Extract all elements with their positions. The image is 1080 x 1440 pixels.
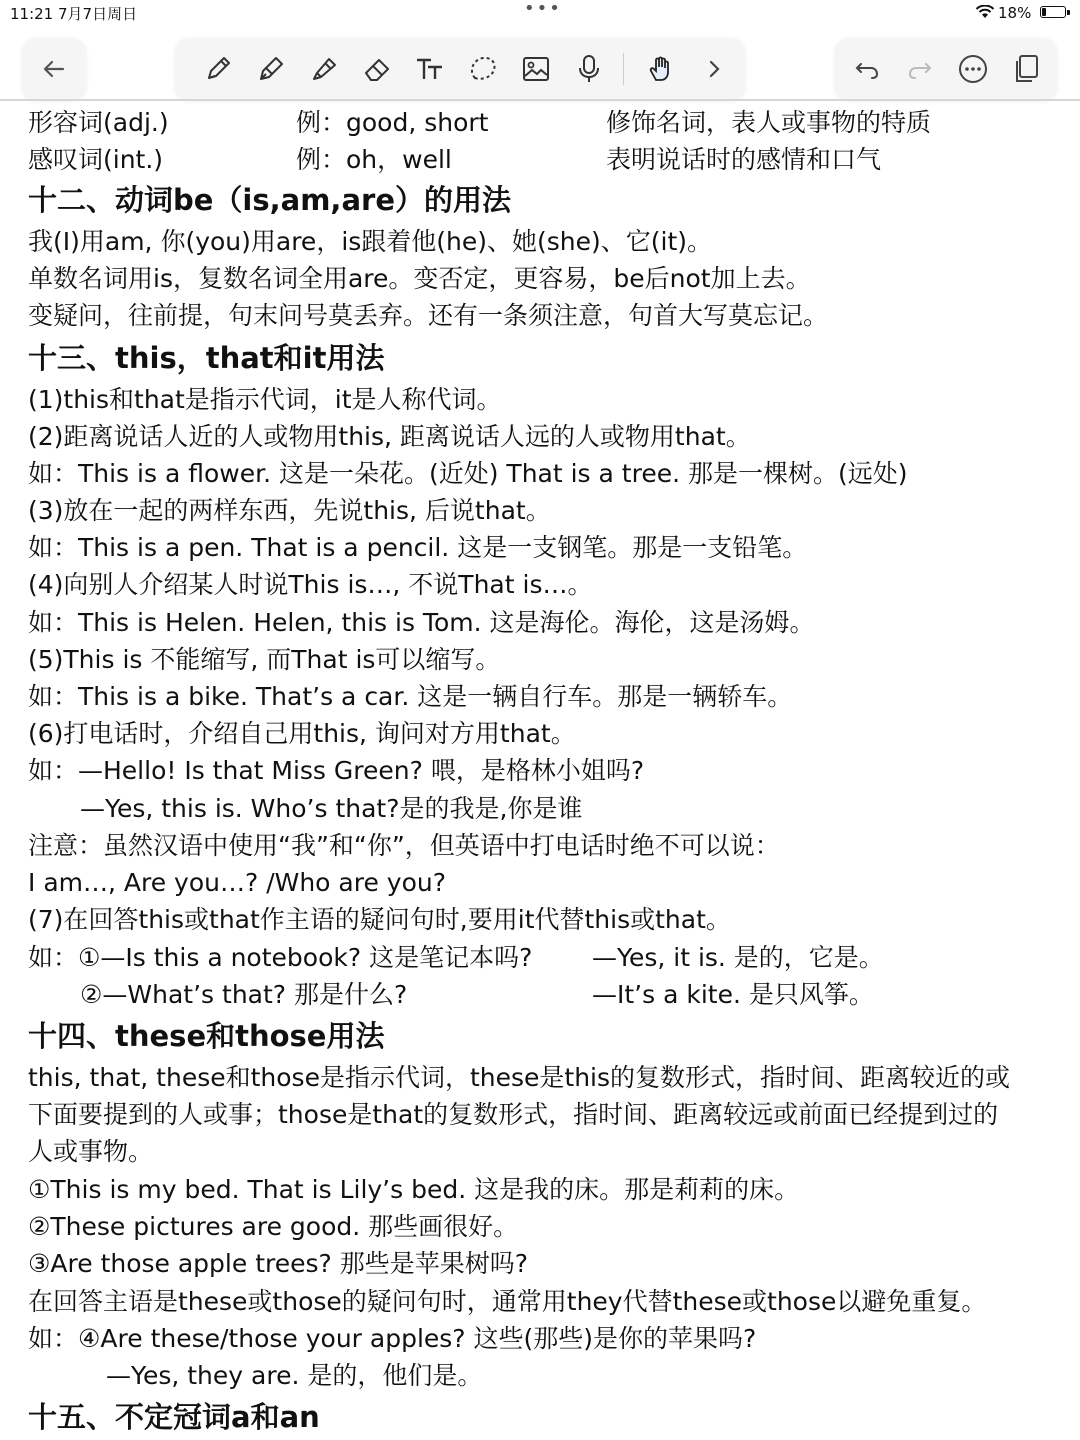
paragraph-line: 注意：虽然汉语中使用“我”和“你”，但英语中打电话时绝不可以说：: [28, 831, 780, 860]
battery-percent: 18%: [998, 4, 1032, 22]
paragraph-line: —Yes, they are. 是的，他们是。: [106, 1361, 483, 1390]
pos-usage: 修饰名词，表人或事物的特质: [606, 108, 932, 137]
paragraph-line: 下面要提到的人或事；those是that的复数形式，指时间、距离较远或前面已经提到过的: [28, 1100, 999, 1129]
paragraph-line: (2)距离说话人近的人或物用this, 距离说话人远的人或物用that。: [28, 422, 751, 451]
paragraph-line: ①This is my bed. That is Lily’s bed. 这是我的床。那是莉莉的床。: [28, 1175, 800, 1204]
microphone-tool-button[interactable]: [562, 38, 616, 100]
status-time: 11:21 7月7日周日: [10, 5, 138, 23]
lasso-icon: [466, 52, 500, 86]
heading-section-12: 十二、动词be（is,am,are）的用法: [28, 183, 511, 217]
pages-button[interactable]: [999, 38, 1053, 100]
paragraph-line: —Yes, this is. Who’s that?是的我是,你是谁: [80, 794, 583, 823]
highlighter-icon: [307, 52, 341, 86]
example-answer: —Yes, it is. 是的，它是。: [592, 943, 884, 972]
toolbar-divider: [623, 53, 624, 85]
paragraph-line: 如：This is a pen. That is a pencil. 这是一支钢笔。那是一支铅笔。: [28, 533, 808, 562]
row-interjection: [28, 141, 882, 178]
paragraph-line: (6)打电话时，介绍自己用this, 询问对方用that。: [28, 719, 576, 748]
microphone-icon: [572, 52, 606, 86]
pages-icon: [1009, 52, 1043, 86]
heading-section-13: 十三、this，that和it用法: [28, 341, 385, 375]
row-adjective: [28, 104, 932, 141]
heading-section-15: 十五、不定冠词a和an: [28, 1400, 320, 1434]
touch-mode-button[interactable]: [634, 38, 688, 100]
paragraph-line: I am…, Are you…? /Who are you?: [28, 868, 447, 897]
paragraph-line: 如：This is Helen. Helen, this is Tom. 这是海伦。海伦，这是汤姆。: [28, 608, 815, 637]
pen-tool-button[interactable]: [191, 38, 245, 100]
action-pill: [835, 38, 1057, 100]
image-tool-button[interactable]: [509, 38, 563, 100]
multitask-dots-icon[interactable]: •••: [524, 0, 562, 19]
undo-icon: [850, 52, 884, 86]
tool-palette: [175, 38, 745, 100]
paragraph-line: (4)向别人介绍某人时说This is…, 不说That is…。: [28, 570, 593, 599]
paragraph-line: (1)this和that是指示代词，it是人称代词。: [28, 385, 502, 414]
toolbar-divider-line: [0, 99, 1080, 101]
more-options-button[interactable]: [946, 38, 1000, 100]
fountain-pen-icon: [254, 52, 288, 86]
paragraph-line: 如：—Hello! Is that Miss Green? 喂，是格林小姐吗?: [28, 756, 645, 785]
paragraph-line: 单数名词用is，复数名词全用are。变否定，更容易，be后not加上去。: [28, 264, 811, 293]
pos-name: 感叹词(int.): [28, 145, 164, 174]
more-tools-button[interactable]: [687, 38, 741, 100]
heading-section-14: 十四、these和those用法: [28, 1019, 385, 1053]
hand-touch-icon: [644, 52, 678, 86]
paragraph-line: ③Are those apple trees? 那些是苹果树吗?: [28, 1249, 529, 1278]
pos-example: 例：good, short: [296, 108, 489, 137]
example-answer: —It’s a kite. 是只风筝。: [592, 980, 874, 1009]
pos-usage: 表明说话时的感情和口气: [606, 145, 882, 174]
paragraph-line: this, that, these和those是指示代词，these是this的复数形式，指时间、距离较近的或: [28, 1063, 1011, 1092]
text-tool-button[interactable]: [403, 38, 457, 100]
highlighter-tool-button[interactable]: [297, 38, 351, 100]
paragraph-line: (7)在回答this或that作主语的疑问句时,要用it代替this或that。: [28, 905, 731, 934]
paragraph-line: ②These pictures are good. 那些画很好。: [28, 1212, 519, 1241]
example-row: [28, 939, 884, 976]
paragraph-line: (5)This is 不能缩写, 而That is可以缩写。: [28, 645, 501, 674]
status-bar: [0, 0, 1080, 26]
paragraph-line: 变疑问，往前提，句末问号莫丢弃。还有一条须注意，句首大写莫忘记。: [28, 301, 829, 330]
paragraph-line: (3)放在一起的两样东西，先说this, 后说that。: [28, 496, 551, 525]
example-question: ②—What’s that? 那是什么?: [80, 980, 408, 1009]
arrow-left-icon: [37, 52, 71, 86]
chevron-right-icon: [697, 52, 731, 86]
redo-icon: [903, 52, 937, 86]
image-icon: [519, 52, 553, 86]
text-icon: [413, 52, 447, 86]
redo-button[interactable]: [893, 38, 947, 100]
paragraph-line: 如：④Are these/those your apples? 这些(那些)是你的苹果吗?: [28, 1324, 757, 1353]
battery-icon: [1040, 6, 1066, 18]
paragraph-line: 在回答主语是these或those的疑问句时，通常用they代替these或those以避免重复。: [28, 1287, 987, 1316]
paragraph-line: 如：This is a flower. 这是一朵花。(近处) That is a tree. 那是一棵树。(远处): [28, 459, 908, 488]
paragraph-line: 如：This is a bike. That’s a car. 这是一辆自行车。那是一辆轿车。: [28, 682, 793, 711]
back-pill: [22, 38, 86, 100]
example-question: 如：①—Is this a notebook? 这是笔记本吗?: [28, 943, 533, 972]
pos-name: 形容词(adj.): [28, 108, 169, 137]
paragraph-line: 人或事物。: [28, 1137, 154, 1166]
more-icon: [956, 52, 990, 86]
fountain-pen-tool-button[interactable]: [244, 38, 298, 100]
eraser-tool-button[interactable]: [350, 38, 404, 100]
eraser-icon: [360, 52, 394, 86]
pos-example: 例：oh，well: [296, 145, 452, 174]
wifi-icon: [975, 5, 995, 19]
paragraph-line: 我(I)用am, 你(you)用are，is跟着他(he)、她(she)、它(it)。: [28, 227, 713, 256]
undo-button[interactable]: [840, 38, 894, 100]
lasso-tool-button[interactable]: [456, 38, 510, 100]
pen-icon: [201, 52, 235, 86]
back-button[interactable]: [27, 38, 81, 100]
